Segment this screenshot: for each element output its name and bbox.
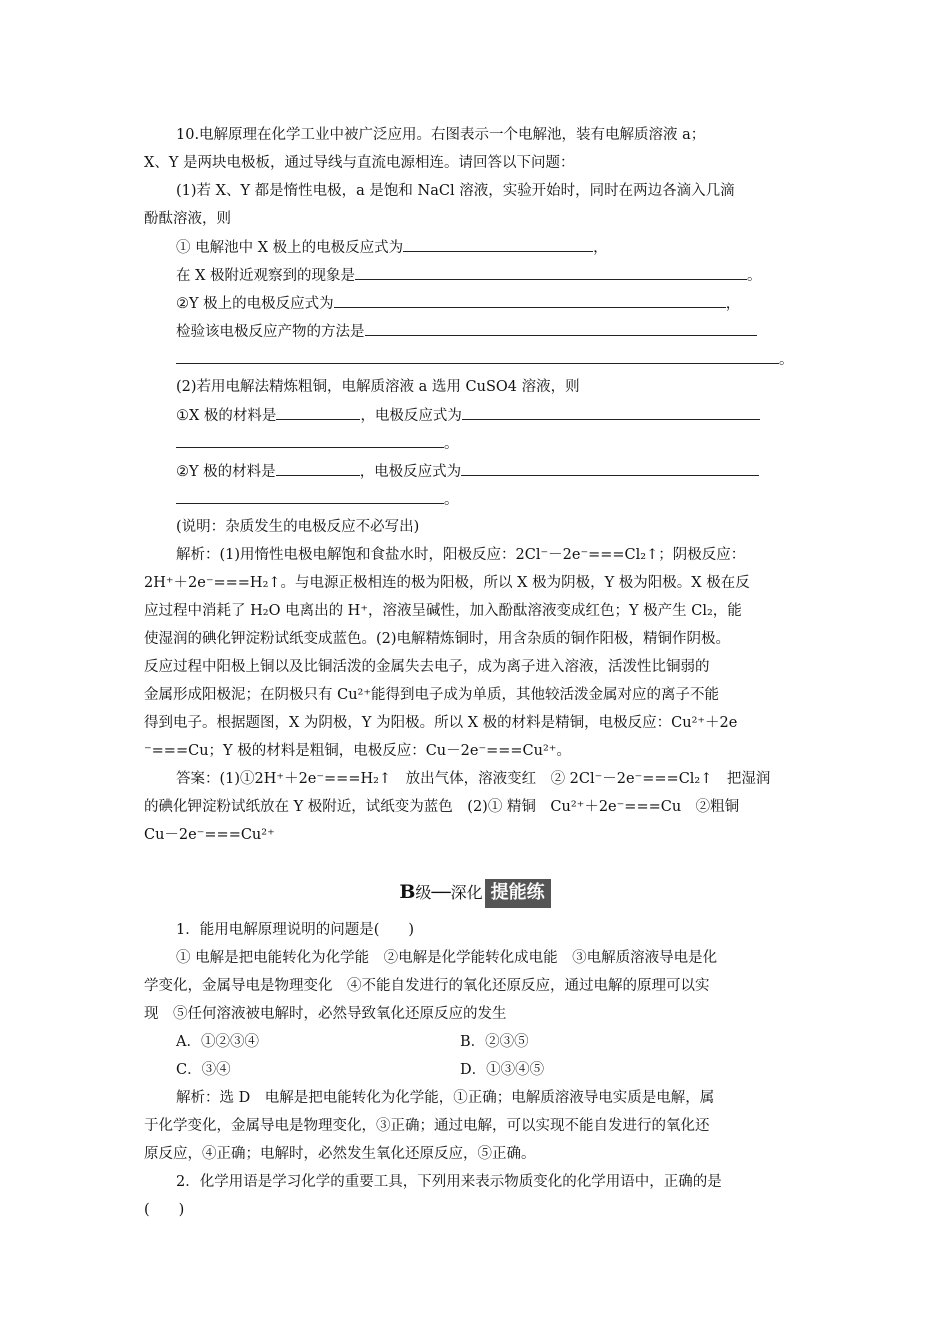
q10-part2-intro: (2)若用电解法精炼粗铜，电解质溶液 a 选用 CuSO4 溶液，则 [176,379,580,395]
q10-analysis-line-2: 2H⁺＋2e⁻===H₂↑。与电源正极相连的极为阳极，所以 X 极为阴极，Y 极为阳极。X 极在反 [144,575,750,591]
answer-blank[interactable] [176,349,779,364]
q10-analysis-line-5: 反应过程中阳极上铜以及比铜活泼的金属失去电子，成为离子进入溶液，活泼性比铜弱的 [144,659,710,675]
section-title: 级──深化 [415,883,483,902]
q2-stem: 2．化学用语是学习化学的重要工具，下列用来表示物质变化的化学用语中，正确的是 [176,1174,722,1190]
question-text: ① 电解池中 X 极上的电极反应式为 [176,240,404,256]
q10-part1-question-2 [176,265,762,287]
q10-answer-line-3: Cu－2e⁻===Cu²⁺ [144,827,275,843]
q10-note: (说明：杂质发生的电极反应不必写出) [176,519,420,535]
option-b[interactable]: B．②③⑤ [460,1034,529,1050]
question-end: ， [725,296,741,312]
section-level: B [399,881,416,903]
q10-analysis-line-7: 得到电子。根据题图，X 为阴极，Y 为阳极。所以 X 极的材料是精铜，电极反应：Cu²⁺＋2e [144,715,738,731]
q10-part2-question-1 [176,405,760,427]
q1-options-row-1 [176,1032,736,1054]
answer-blank[interactable] [276,405,360,420]
q10-intro-line-2: X、Y 是两块电极板，通过导线与直流电源相连。请回答以下问题： [144,155,575,171]
q1-statement-line-3: 现 ⑤任何溶液被电解时，必然导致氧化还原反应的发生 [144,1006,507,1022]
answer-blank[interactable] [461,461,759,476]
q10-analysis-line-1: 解析：(1)用惰性电极电解饱和食盐水时，阳极反应：2Cl⁻－2e⁻===Cl₂↑；阴极反应： [176,547,746,563]
question-end: 。 [747,268,762,284]
q1-analysis-line-2: 于化学变化，金属导电是物理变化，③正确；通过电解，可以实现不能自发进行的氧化还 [144,1118,710,1134]
question-end: ， [593,240,608,256]
section-badge: 提能练 [485,879,551,908]
q10-analysis-line-6: 金属形成阳极泥；在阴极只有 Cu²⁺能得到电子成为单质，其他较活泼金属对应的离子不能 [144,687,720,703]
q1-analysis-line-3: 原反应，④正确；电解时，必然发生氧化还原反应，⑤正确。 [144,1146,536,1162]
section-heading [0,877,950,909]
q1-statement-line-1: ① 电解是把电能转化为化学能 ②电解是化学能转化成电能 ③电解质溶液导电是化 [176,950,718,966]
q10-part1-intro-line-1: (1)若 X、Y 都是惰性电极，a 是饱和 NaCl 溶液，实验开始时，同时在两边各滴入几滴 [176,183,735,199]
answer-blank[interactable] [462,405,760,420]
q10-answer-line-1: 答案：(1)①2H⁺＋2e⁻===H₂↑ 放出气体，溶液变红 ② 2Cl⁻－2e⁻===Cl₂↑ 把湿润 [176,771,771,787]
q10-part2-question-2-continued [176,489,459,511]
answer-blank[interactable] [176,433,444,448]
question-text: ，电极反应式为 [360,408,462,424]
q10-part2-question-2 [176,461,759,483]
q2-stem-continued: ( ) [144,1202,185,1218]
q10-intro-line-1: 10.电解原理在化学工业中被广泛应用。右图表示一个电解池，装有电解质溶液 a； [176,127,706,143]
question-text: ②Y 极的材料是 [176,464,276,480]
answer-blank[interactable] [334,293,726,308]
question-text: ①X 极的材料是 [176,408,277,424]
option-a[interactable]: A．①②③④ [176,1034,259,1050]
question-end: 。 [444,436,459,452]
q10-analysis-line-8: ⁻===Cu；Y 极的材料是粗铜，电极反应：Cu－2e⁻===Cu²⁺。 [144,743,571,759]
q1-statement-line-2: 学变化，金属导电是物理变化 ④不能自发进行的氧化还原反应，通过电解的原理可以实 [144,978,710,994]
q10-part1-question-1 [176,237,608,259]
q10-part2-question-1-continued [176,433,459,455]
question-text: 在 X 极附近观察到的现象是 [176,268,356,284]
q10-part1-question-3 [176,293,740,315]
q10-answer-line-2: 的碘化钾淀粉试纸放在 Y 极附近，试纸变为蓝色 (2)① 精铜 Cu²⁺＋2e⁻===Cu ②粗铜 [144,799,740,815]
answer-blank[interactable] [355,265,747,280]
q10-part1-question-4 [176,321,757,343]
q10-part1-question-4-continued [176,349,794,371]
answer-blank[interactable] [176,489,444,504]
q10-part1-intro-line-2: 酚酞溶液，则 [144,211,231,227]
q10-analysis-line-3: 应过程中消耗了 H₂O 电离出的 H⁺，溶液呈碱性，加入酚酞溶液变成红色；Y 极产生 Cl₂，能 [144,603,742,619]
option-d[interactable]: D．①③④⑤ [460,1062,545,1078]
q1-options-row-2 [176,1060,736,1082]
option-c[interactable]: C．③④ [176,1062,231,1078]
q1-analysis-line-1: 解析：选 D 电解是把电能转化为化学能，①正确；电解质溶液导电实质是电解，属 [176,1090,715,1106]
question-end: 。 [779,352,794,368]
q10-analysis-line-4: 使湿润的碘化钾淀粉试纸变成蓝色。(2)电解精炼铜时，用含杂质的铜作阳极，精铜作阴极。 [144,631,731,647]
q1-stem: 1．能用电解原理说明的问题是( ) [176,922,415,938]
answer-blank[interactable] [403,237,593,252]
answer-blank[interactable] [276,461,360,476]
question-text: 检验该电极反应产物的方法是 [176,324,365,340]
question-text: ，电极反应式为 [359,464,462,480]
question-text: ②Y 极上的电极反应式为 [176,296,334,312]
answer-blank[interactable] [365,321,757,336]
question-end: 。 [444,492,459,508]
